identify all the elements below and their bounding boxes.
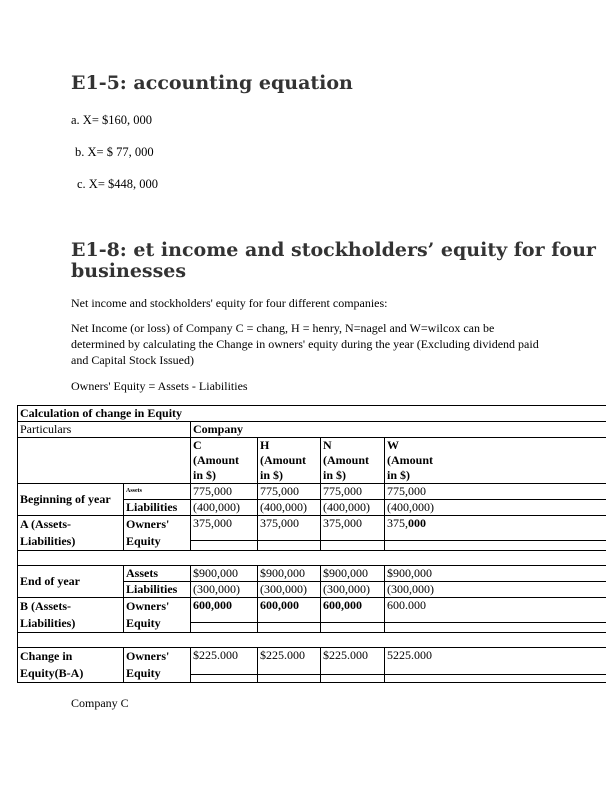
column-header-c: C (Amount in $) [191, 438, 258, 484]
a-equity-w: 375,000 [385, 516, 606, 541]
column-header-w: W (Amount in $) [385, 438, 606, 484]
spacer-cell [385, 675, 606, 683]
empty-header-cell [18, 438, 191, 484]
a-equity-h: 375,000 [258, 516, 321, 541]
answer-c: c. X= $448, 000 [77, 177, 158, 191]
blank-row [18, 551, 606, 566]
begin-liabilities-n: (400,000) [321, 500, 385, 516]
blank-row [18, 633, 606, 648]
explanation-line-2: determined by calculating the Change in owners' equity during the year (Excluding dividend paid [71, 337, 539, 351]
owners-equity-label-a: Owners' Equity [124, 516, 191, 551]
change-w: 5225.000 [385, 648, 606, 675]
a-equity-n: 375,000 [321, 516, 385, 541]
intro-paragraph: Net income and stockholders' equity for four different companies: [71, 296, 388, 310]
begin-assets-h: 775,000 [258, 484, 321, 500]
b-assets-liabilities-label: B (Assets- Liabilities) [18, 598, 124, 633]
answer-b: b. X= $ 77, 000 [75, 145, 154, 159]
end-liabilities-h: (300,000) [258, 582, 321, 598]
footer-company-c: Company C [71, 696, 129, 710]
table-title: Calculation of change in Equity [18, 406, 606, 422]
owners-equity-label-b: Owners' Equity [124, 598, 191, 633]
b-equity-w: 600.000 [385, 598, 606, 623]
change-in-equity-label: Change in Equity(B-A) [18, 648, 124, 683]
particulars-header: Particulars [18, 422, 191, 438]
spacer-cell [385, 623, 606, 633]
begin-assets-n: 775,000 [321, 484, 385, 500]
end-liabilities-n: (300,000) [321, 582, 385, 598]
change-c: $225.000 [191, 648, 258, 675]
begin-assets-w: 775,000 [385, 484, 606, 500]
spacer-cell [258, 541, 321, 551]
equity-formula: Owners' Equity = Assets - Liabilities [71, 379, 248, 393]
column-header-n: N (Amount in $) [321, 438, 385, 484]
spacer-cell [321, 675, 385, 683]
change-h: $225.000 [258, 648, 321, 675]
beginning-of-year-label: Beginning of year [18, 484, 124, 516]
heading-e1-8-line2: businesses [71, 260, 187, 282]
liabilities-label: Liabilities [124, 500, 191, 516]
begin-liabilities-c: (400,000) [191, 500, 258, 516]
heading-e1-5: E1-5: accounting equation [71, 72, 353, 94]
end-assets-h: $900,000 [258, 566, 321, 582]
spacer-cell [191, 675, 258, 683]
spacer-cell [258, 675, 321, 683]
b-equity-h: 600,000 [258, 598, 321, 623]
spacer-cell [321, 623, 385, 633]
b-equity-n: 600,000 [321, 598, 385, 623]
spacer-cell [385, 541, 606, 551]
assets-small-label: Assets [124, 484, 191, 500]
equity-change-table [17, 405, 606, 683]
owners-equity-label-change: Owners' Equity [124, 648, 191, 683]
explanation-line-1: Net Income (or loss) of Company C = chang, H = henry, N=nagel and W=wilcox can be [71, 321, 495, 335]
spacer-cell [258, 623, 321, 633]
answer-a: a. X= $160, 000 [71, 113, 152, 127]
end-assets-w: $900,000 [385, 566, 606, 582]
liabilities-label-end: Liabilities [124, 582, 191, 598]
b-equity-c: 600,000 [191, 598, 258, 623]
begin-liabilities-w: (400,000) [385, 500, 606, 516]
end-of-year-label: End of year [18, 566, 124, 598]
spacer-cell [321, 541, 385, 551]
column-header-h: H (Amount in $) [258, 438, 321, 484]
change-n: $225.000 [321, 648, 385, 675]
end-assets-n: $900,000 [321, 566, 385, 582]
a-assets-liabilities-label: A (Assets- Liabilities) [18, 516, 124, 551]
end-liabilities-w: (300,000) [385, 582, 606, 598]
end-assets-c: $900,000 [191, 566, 258, 582]
company-header: Company [191, 422, 606, 438]
assets-label: Assets [124, 566, 191, 582]
heading-e1-8-line1: E1-8: et income and stockholders’ equity for four [71, 239, 596, 261]
begin-liabilities-h: (400,000) [258, 500, 321, 516]
spacer-cell [191, 623, 258, 633]
explanation-line-3: and Capital Stock Issued) [71, 353, 194, 367]
begin-assets-c: 775,000 [191, 484, 258, 500]
end-liabilities-c: (300,000) [191, 582, 258, 598]
a-equity-c: 375,000 [191, 516, 258, 541]
spacer-cell [191, 541, 258, 551]
